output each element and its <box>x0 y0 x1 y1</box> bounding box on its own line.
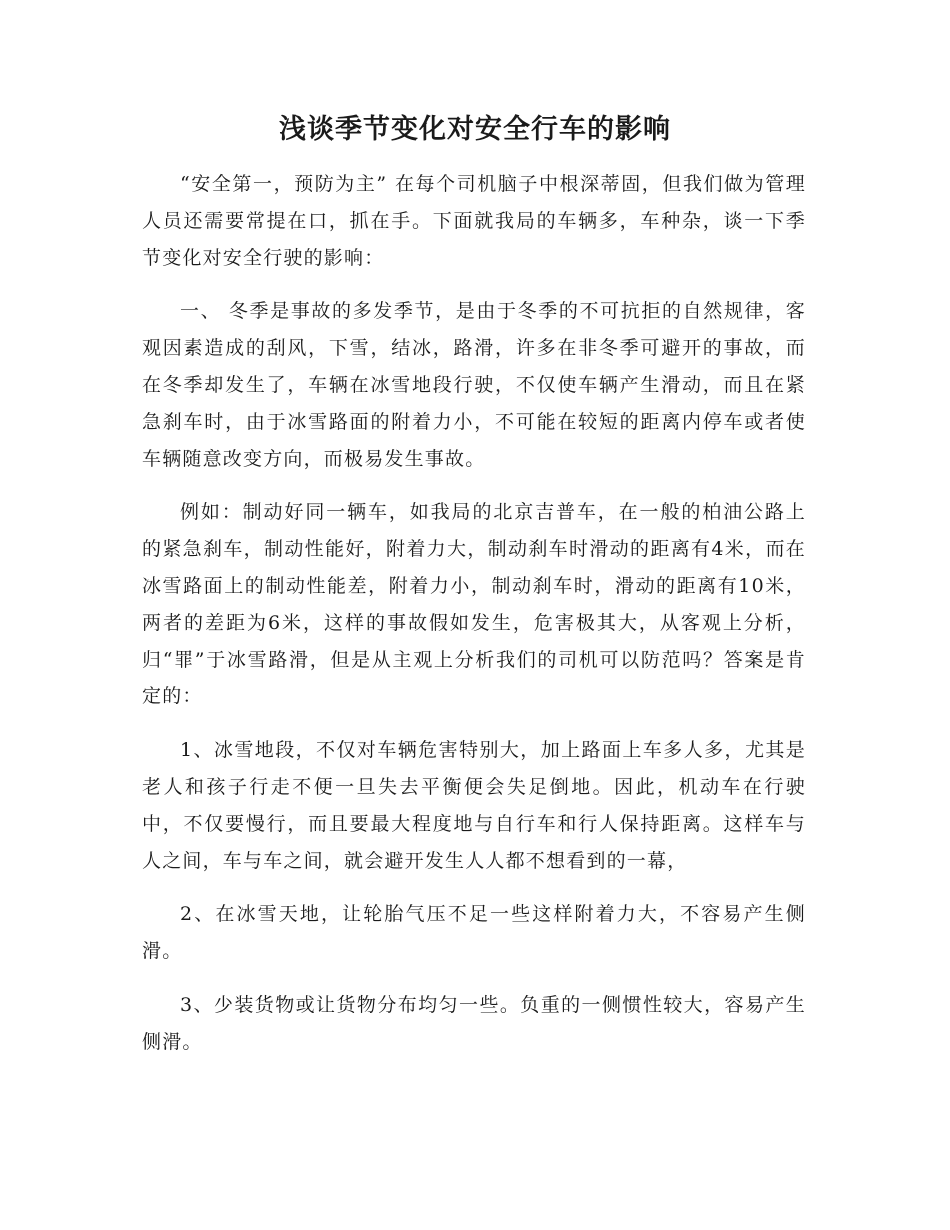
paragraph-section-1: 一、 冬季是事故的多发季节，是由于冬季的不可抗拒的自然规律，客观因素造成的刮风，下雪，结冰，路滑，许多在非冬季可避开的事故，而在冬季却发生了，车辆在冰雪地段行驶，不仅使车辆产生滑动，而且在紧急刹车时，由于冰雪路面的附着力小，不可能在较短的距离内停车或者使车辆随意改变方向，而极易发生事故。 <box>142 300 806 470</box>
paragraph-example: 例如：制动好同一辆车，如我局的北京吉普车，在一般的柏油公路上的紧急刹车，制动性能好，附着力大，制动刹车时滑动的距离有4米，而在冰雪路面上的制动性能差，附着力小，制动刹车时，滑动的距离有10米，两者的差距为6米，这样的事故假如发生，危害极其大，从客观上分析，归“罪”于冰雪路滑，但是从主观上分析我们的司机可以防范吗？答案是肯定的： <box>142 501 806 708</box>
document-title: 浅谈季节变化对安全行车的影响 <box>279 114 671 145</box>
paragraph-item-2: 2、在冰雪天地，让轮胎气压不足一些这样附着力大，不容易产生侧滑。 <box>142 903 806 963</box>
document-body <box>142 166 806 1078</box>
paragraph-intro: “安全第一，预防为主” 在每个司机脑子中根深蒂固，但我们做为管理人员还需要常提在口，抓在手。下面就我局的车辆多，车种杂，谈一下季节变化对安全行驶的影响： <box>142 173 806 269</box>
paragraph-item-3: 3、少装货物或让货物分布均匀一些。负重的一侧惯性较大，容易产生侧滑。 <box>142 993 806 1053</box>
paragraph-item-1: 1、冰雪地段，不仅对车辆危害特别大，加上路面上车多人多，尤其是老人和孩子行走不便一旦失去平衡便会失足倒地。因此，机动车在行驶中，不仅要慢行，而且要最大程度地与自行车和行人保持距离。这样车与人之间，车与车之间，就会避开发生人人都不想看到的一幕， <box>142 739 806 872</box>
